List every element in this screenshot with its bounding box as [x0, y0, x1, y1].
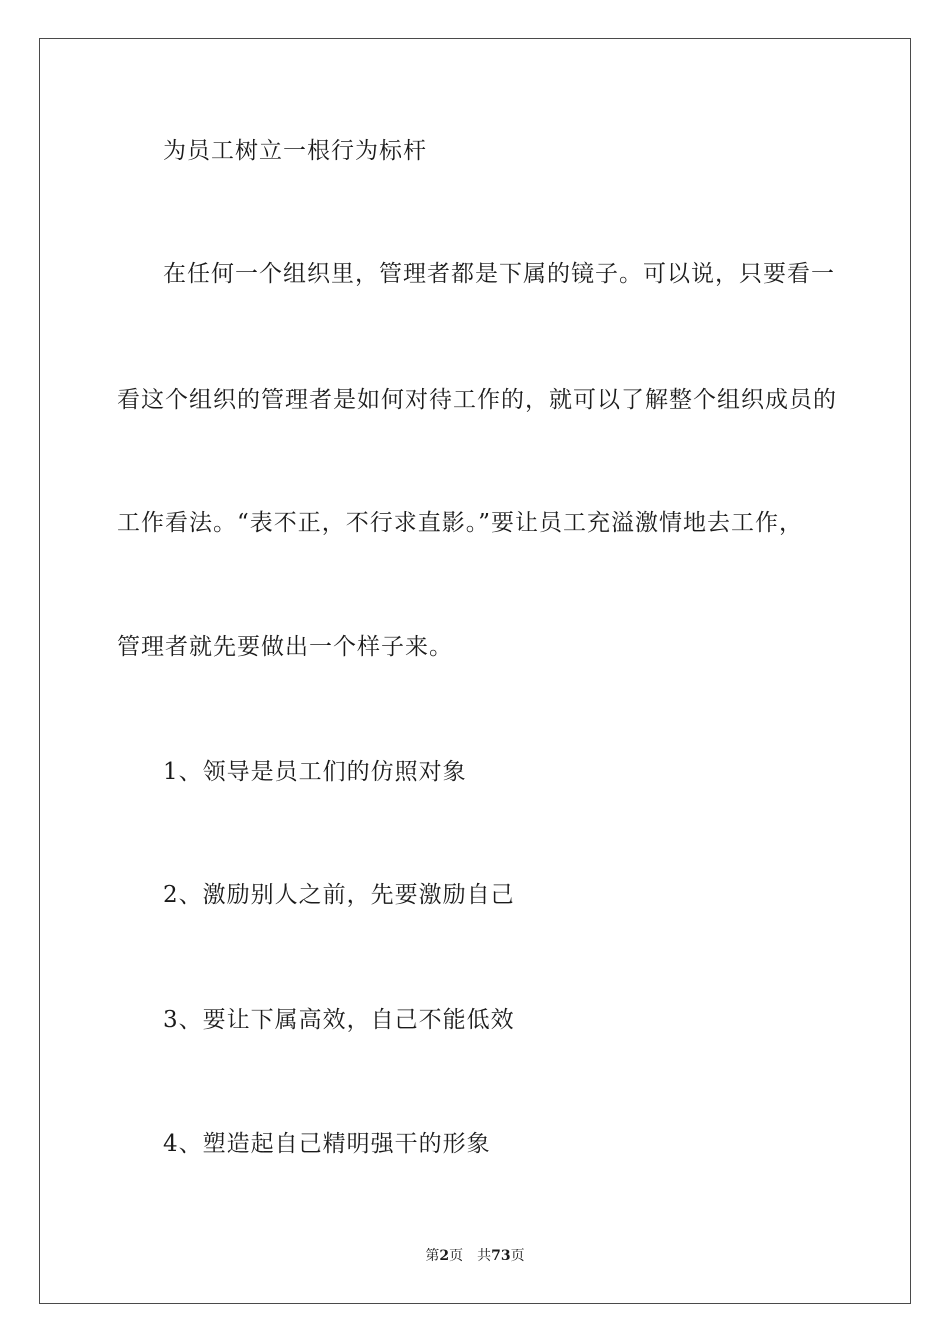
section-heading: 为员工树立一根行为标杆 [163, 138, 427, 164]
page-border [39, 38, 911, 1304]
paragraph-line-2: 看这个组织的管理者是如何对待工作的，就可以了解整个组织成员的 [117, 387, 837, 413]
total-prefix: 共 [477, 1248, 492, 1264]
page-prefix: 第 [425, 1248, 440, 1264]
list-item-1: 1、领导是员工们的仿照对象 [163, 759, 467, 785]
list-item-3: 3、要让下属高效，自己不能低效 [163, 1007, 515, 1033]
page-number: 2 [439, 1248, 450, 1264]
page-footer [0, 1247, 950, 1265]
paragraph-line-1: 在任何一个组织里，管理者都是下属的镜子。可以说，只要看一 [163, 261, 835, 287]
total-suffix: 页 [510, 1248, 525, 1264]
total-pages: 73 [491, 1248, 511, 1264]
list-item-2: 2、激励别人之前，先要激励自己 [163, 882, 515, 908]
page-suffix: 页 [449, 1248, 464, 1264]
paragraph-line-3: 工作看法。“表不正，不行求直影。”要让员工充溢激情地去工作， [117, 510, 804, 536]
paragraph-line-4: 管理者就先要做出一个样子来。 [117, 634, 453, 660]
list-item-4: 4、塑造起自己精明强干的形象 [163, 1131, 491, 1157]
